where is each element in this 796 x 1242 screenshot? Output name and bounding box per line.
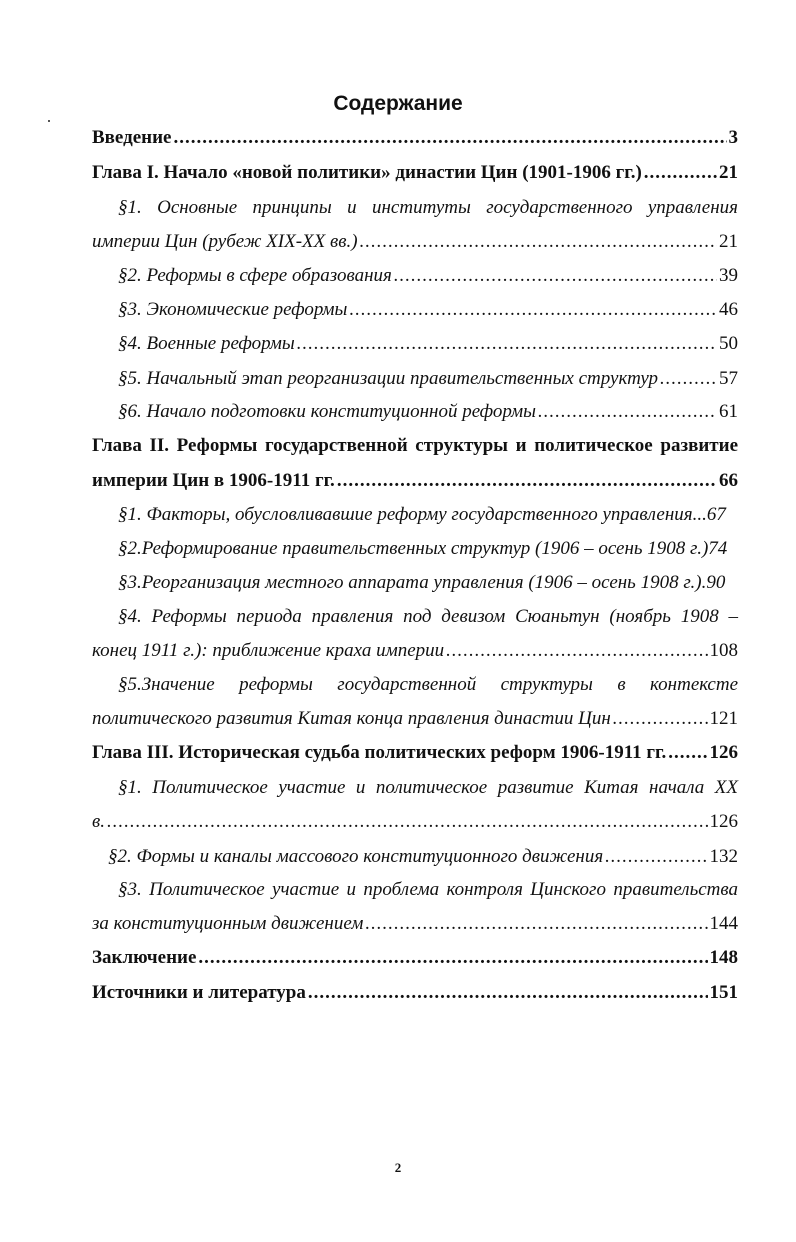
toc-entry-ch2-s5-line1[interactable] <box>118 673 738 697</box>
toc-label: конец 1911 г.): приближение краха империи <box>92 640 445 661</box>
toc-entry-ch1-s4[interactable] <box>118 332 738 356</box>
toc-entry-ch3-s1-line1[interactable] <box>118 776 738 800</box>
toc-page: 144 <box>709 913 738 934</box>
toc-label: в. <box>92 811 105 832</box>
page-title: Содержание <box>333 92 463 115</box>
toc-label: §2. Формы и каналы массового конституционного движения <box>108 846 604 867</box>
toc-page: 39 <box>719 265 738 286</box>
leader-dots <box>349 298 717 322</box>
leader-dots <box>605 845 707 869</box>
toc-entry-ch2-s3[interactable] <box>118 571 738 595</box>
leader-dots <box>198 946 707 970</box>
toc-entry-intro[interactable] <box>92 126 738 150</box>
toc-entry-chapter-2-line2[interactable] <box>92 469 738 493</box>
leader-dots <box>446 639 707 663</box>
toc-page: 108 <box>709 640 738 661</box>
toc-label: за конституционным движением <box>92 913 364 934</box>
page-number: 2 <box>394 1160 402 1175</box>
toc-page: 121 <box>709 708 738 729</box>
toc-page: 21 <box>719 162 738 183</box>
toc-label: политического развития Китая конца правления династии Цин <box>92 708 611 729</box>
scan-speck <box>48 120 50 122</box>
leader-dots <box>107 810 708 834</box>
toc-label: Заключение <box>92 947 197 968</box>
toc-label: Глава III. Историческая судьба политических реформ 1906-1911 гг. <box>92 742 667 763</box>
toc-entry-ch1-s5[interactable] <box>118 367 738 391</box>
toc-entry-chapter-1[interactable] <box>92 161 738 185</box>
toc-label: Введение <box>92 127 172 148</box>
leader-dots <box>538 400 717 424</box>
leader-dots <box>337 469 717 493</box>
toc-entry-chapter-2-line1[interactable] <box>92 434 738 458</box>
toc-entry-ch3-s1-line2[interactable] <box>92 810 738 834</box>
leader-dots <box>297 332 717 356</box>
leader-dots <box>644 161 717 185</box>
toc-label: Глава I. Начало «новой политики» династии Цин (1901-1906 гг.) <box>92 162 642 183</box>
toc-label: §1. Политическое участие и политическое развитие Китая начала XX <box>118 777 738 798</box>
leader-dots <box>613 707 708 731</box>
toc-entry-ch1-s6[interactable] <box>118 400 738 424</box>
toc-page: 50 <box>719 333 738 354</box>
toc-label: §5. Начальный этап реорганизации правительственных структур <box>118 368 659 389</box>
toc-label: §1. Факторы, обусловливавшие реформу государственного управления...67 <box>118 504 726 525</box>
toc-page: 57 <box>719 368 738 389</box>
toc-page: 126 <box>709 742 738 763</box>
leader-dots <box>360 230 717 254</box>
toc-page: 132 <box>709 846 738 867</box>
toc-label: §4. Реформы периода правления под девизом Сюаньтун (ноябрь 1908 – <box>118 606 738 627</box>
toc-label: §3. Экономические реформы <box>118 299 348 320</box>
toc-entry-ch2-s5-line2[interactable] <box>92 707 738 731</box>
toc-page: 126 <box>709 811 738 832</box>
leader-dots <box>365 912 707 936</box>
toc-entry-ch2-s1[interactable] <box>118 503 738 527</box>
toc-entry-ch3-s2[interactable] <box>108 845 738 869</box>
toc-label: §3.Реорганизация местного аппарата управления (1906 – осень 1908 г.).90 <box>118 572 726 593</box>
toc-entry-ch1-s1-line1[interactable] <box>118 196 738 220</box>
toc-page: 151 <box>709 982 738 1003</box>
toc-entry-ch2-s4-line2[interactable] <box>92 639 738 663</box>
toc-entry-ch3-s3-line1[interactable] <box>118 878 738 902</box>
toc-page: 3 <box>728 127 738 148</box>
toc-entry-sources[interactable] <box>92 981 738 1005</box>
leader-dots <box>660 367 717 391</box>
toc-label: §6. Начало подготовки конституционной реформы <box>118 401 536 422</box>
toc-label: империи Цин (рубеж XIX-XX вв.) <box>92 231 358 252</box>
toc-entry-ch3-s3-line2[interactable] <box>92 912 738 936</box>
toc-label: §5.Значение реформы государственной структуры в контексте <box>118 674 738 695</box>
toc-label: §3. Политическое участие и проблема контроля Цинского правительства <box>118 879 738 900</box>
toc-page: 66 <box>719 470 738 491</box>
toc-entry-ch1-s1-line2[interactable] <box>92 230 738 254</box>
toc-label: империи Цин в 1906-1911 гг. <box>92 470 335 491</box>
toc-label: Глава II. Реформы государственной структуры и политическое развитие <box>92 435 738 456</box>
toc-entry-ch2-s2[interactable] <box>118 537 738 561</box>
toc-label: §2.Реформирование правительственных структур (1906 – осень 1908 г.)74 <box>118 538 728 559</box>
toc-entry-chapter-3[interactable] <box>92 741 738 765</box>
toc-entry-ch1-s2[interactable] <box>118 264 738 288</box>
toc-page: 21 <box>719 231 738 252</box>
leader-dots <box>394 264 717 288</box>
leader-dots <box>308 981 708 1005</box>
toc-entry-ch2-s4-line1[interactable] <box>118 605 738 629</box>
toc-entry-conclusion[interactable] <box>92 946 738 970</box>
toc-page: 148 <box>709 947 738 968</box>
leader-dots <box>174 126 727 150</box>
toc-page: 61 <box>719 401 738 422</box>
leader-dots <box>668 741 707 765</box>
toc-label: Источники и литература <box>92 982 306 1003</box>
toc-label: §4. Военные реформы <box>118 333 295 354</box>
toc-label: §1. Основные принципы и институты государственного управления <box>118 197 738 218</box>
toc-page: 46 <box>719 299 738 320</box>
toc-label: §2. Реформы в сфере образования <box>118 265 392 286</box>
toc-entry-ch1-s3[interactable] <box>118 298 738 322</box>
